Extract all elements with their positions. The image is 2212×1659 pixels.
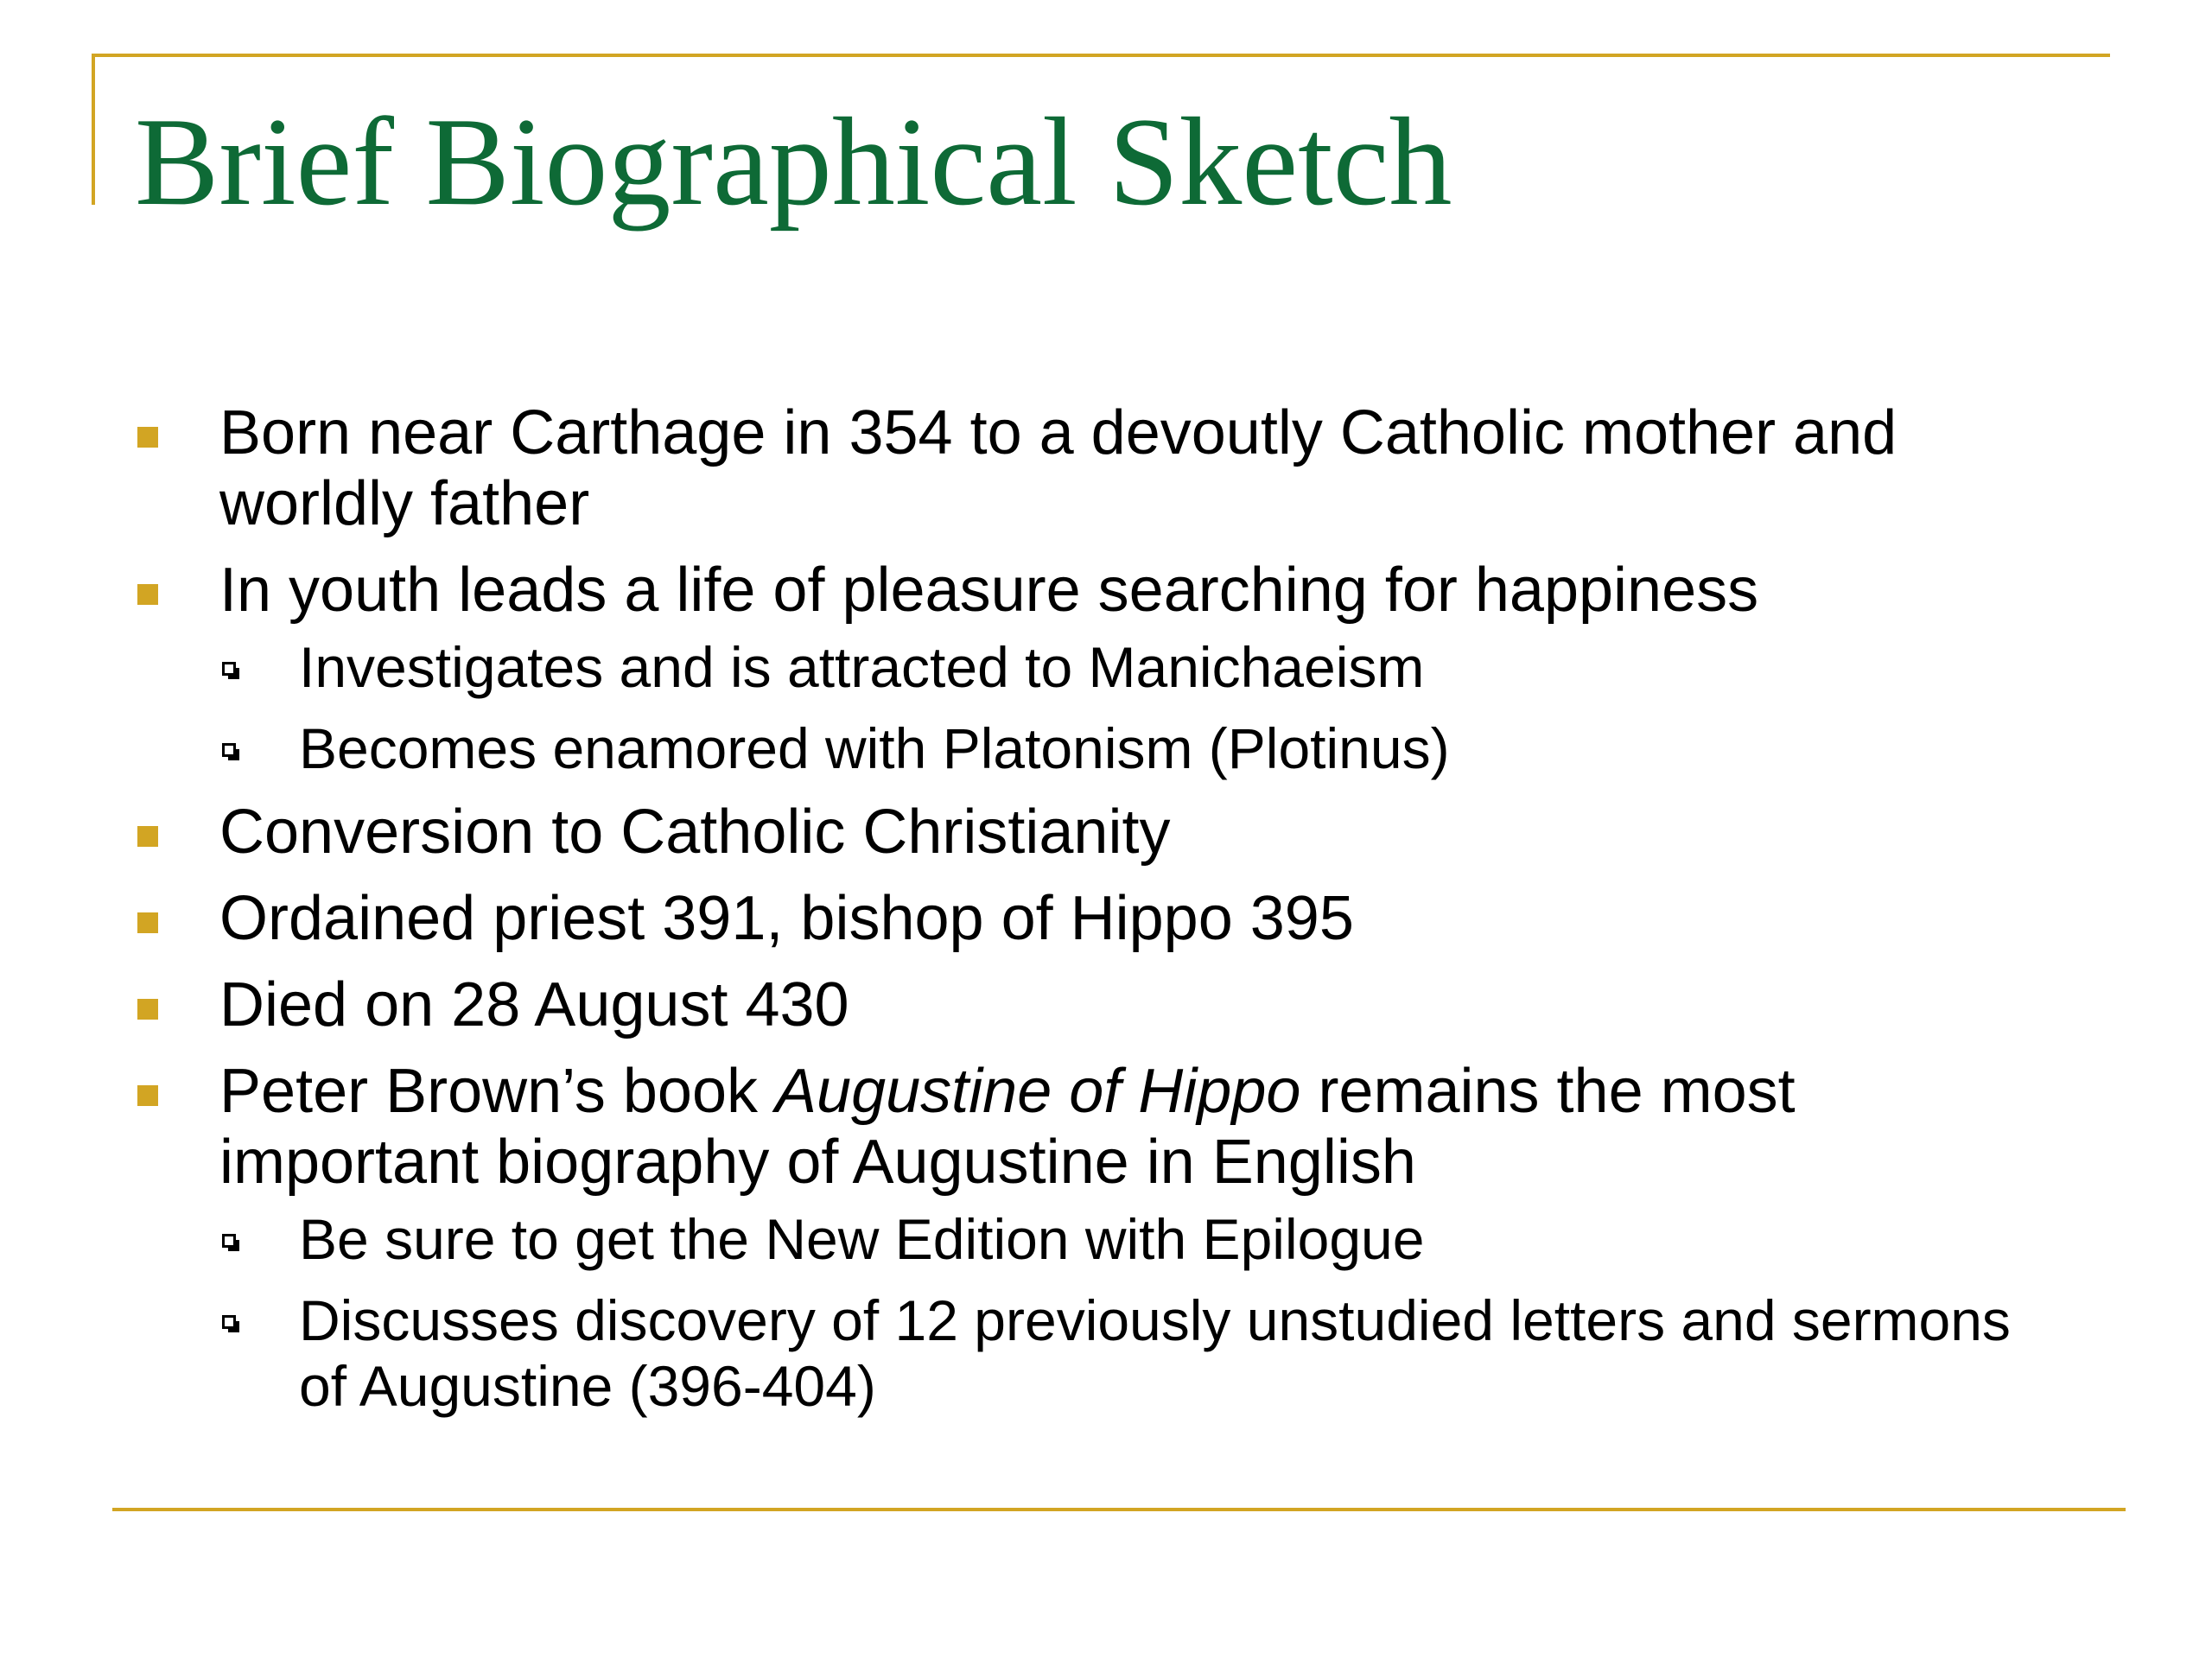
box-bullet-icon (222, 1234, 236, 1248)
bullet-text-start: Peter Brown’s book (219, 1057, 776, 1126)
box-bullet-icon (222, 1315, 236, 1329)
bullet-text: In youth leads a life of pleasure searching for happiness (219, 556, 1759, 625)
square-bullet-icon (137, 584, 158, 605)
bullet-text: Born near Carthage in 354 to a devoutly Catholic mother and worldly father (219, 398, 1897, 538)
box-bullet-icon (222, 662, 236, 676)
bullet-text: Died on 28 August 430 (219, 970, 849, 1039)
left-rule (92, 54, 95, 205)
sub-bullet-item (135, 634, 2062, 700)
sub-bullet-text: Be sure to get the New Edition with Epilogue (299, 1207, 1425, 1271)
book-title: Augustine of Hippo (775, 1057, 1301, 1126)
bullet-text: Ordained priest 391, bishop of Hippo 395 (219, 884, 1354, 953)
slide-title: Brief Biographical Sketch (135, 92, 1452, 232)
sub-bullet-item (135, 1287, 2062, 1419)
box-bullet-icon (222, 743, 236, 757)
top-rule (92, 54, 2110, 57)
square-bullet-icon (137, 427, 158, 448)
bullet-item (135, 1056, 2062, 1198)
sub-bullet-item (135, 1206, 2062, 1272)
sub-bullet-item (135, 715, 2062, 781)
bullet-text: Conversion to Catholic Christianity (219, 798, 1171, 867)
square-bullet-icon (137, 826, 158, 847)
sub-bullet-text: Investigates and is attracted to Manichaeism (299, 635, 1425, 699)
bullet-item (135, 883, 2062, 954)
bullet-item (135, 797, 2062, 868)
sub-bullet-text: Discusses discovery of 12 previously unstudied letters and sermons of Augustine (396-404) (299, 1288, 2011, 1418)
bottom-rule (112, 1508, 2126, 1511)
bullet-text-end: remains the most important biography of Augustine in English (219, 1057, 1796, 1197)
bullet-item (135, 969, 2062, 1040)
sub-bullet-text: Becomes enamored with Platonism (Plotinus) (299, 716, 1450, 780)
bullet-list (135, 397, 2062, 1434)
square-bullet-icon (137, 999, 158, 1020)
bullet-item (135, 397, 2062, 539)
square-bullet-icon (137, 1085, 158, 1106)
square-bullet-icon (137, 912, 158, 933)
bullet-item (135, 555, 2062, 626)
